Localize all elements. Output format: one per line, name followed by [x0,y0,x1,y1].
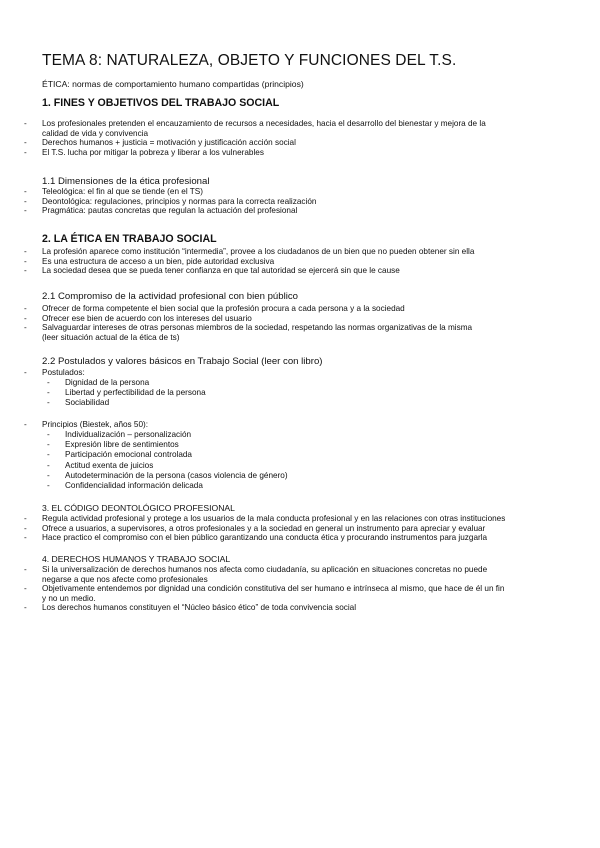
principios-label: - Principios (Biestek, años 50): [24,420,148,430]
list-item-continuation: negarse a que nos afecte como profesionales [42,574,208,584]
list-item: - Sociabilidad [47,398,206,408]
list-item: - Salvaguardar intereses de otras personas miembros de la sociedad, respetando las normas organizativas de la misma [24,323,472,333]
list-item-continuation: calidad de vida y convivencia [42,128,149,138]
list-item: - Libertad y perfectibilidad de la persona [47,388,206,398]
list-item-continuation: y no un medio. [42,593,96,603]
section-3-heading: 3. EL CÓDIGO DEONTOLÓGICO PROFESIONAL [42,503,235,513]
list-item: - Ofrecer ese bien de acuerdo con los intereses del usuario [24,314,472,324]
principios-list [24,420,148,430]
list-item: - Actitud exenta de juicios [47,461,288,471]
list-item: - Individualización – personalización [47,430,288,440]
list-item: - Derechos humanos + justicia = motivación y justificación acción social [24,138,486,148]
document-title: TEMA 8: NATURALEZA, OBJETO Y FUNCIONES DEL T.S. [42,52,457,69]
list-item: - Regula actividad profesional y protege a los usuarios de la mala conducta profesional y en las relaciones con otras instituciones [24,514,505,524]
postulados-sublist [47,378,206,409]
list-item: - Autodeterminación de la persona (casos violencia de género) [47,471,288,481]
section-4-heading: 4. DERECHOS HUMANOS Y TRABAJO SOCIAL [42,554,231,564]
list-item: - Los derechos humanos constituyen el “Núcleo básico ético” de toda convivencia social [24,603,504,613]
list-item: - Es una estructura de acceso a un bien, pide autoridad exclusiva [24,257,474,267]
list-item: - Deontológica: regulaciones, principios y normas para la correcta realización [24,197,316,207]
section-2-list [24,247,474,276]
postulados-label: - Postulados: [24,368,85,378]
section-2-2-heading: 2.2 Postulados y valores básicos en Trabajo Social (leer con libro) [42,356,323,367]
list-item: - Los profesionales pretenden el encauzamiento de recursos a necesidades, hacia el desarrollo del bienestar y mejora de la [24,119,486,129]
section-1-1-heading: 1.1 Dimensiones de la ética profesional [42,176,210,187]
list-item: - Si la universalización de derechos humanos nos afecta como ciudadanía, su aplicación en situaciones concretas no puede [24,565,504,575]
list-item: - La profesión aparece como institución “intermedia”, provee a los ciudadanos de un bien que no pueden obtener sin ella [24,247,474,257]
list-item: - Dignidad de la persona [47,378,206,388]
list-item: - Participación emocional controlada [47,450,288,460]
list-item: - La sociedad desea que se pueda tener confianza en que tal autoridad se ejercerá sin que le cause [24,266,474,276]
list-item: - Objetivamente entendemos por dignidad una condición constitutiva del ser humano e intrínseca al mismo, que hace de él un fin [24,584,504,594]
list-item: - Confidencialidad información delicada [47,481,288,491]
section-4-list [24,565,504,613]
section-1-list [24,119,486,157]
section-3-list [24,514,505,543]
list-item: - Ofrece a usuarios, a supervisores, a otros profesionales y a la sociedad en general un instrumento para apreciar y evaluar [24,524,505,534]
list-item: - El T.S. lucha por mitigar la pobreza y liberar a los vulnerables [24,148,486,158]
list-item: - Expresión libre de sentimientos [47,440,288,450]
section-1-1-list [24,187,316,216]
postulados-list [24,368,85,378]
list-item: - Ofrecer de forma competente el bien social que la profesión procura a cada persona y a la sociedad [24,304,472,314]
list-item-continuation: (leer situación actual de la ética de ts) [42,332,180,342]
section-2-heading: 2. LA ÉTICA EN TRABAJO SOCIAL [42,233,217,245]
section-2-1-heading: 2.1 Compromiso de la actividad profesional con bien público [42,291,298,302]
list-item: - Hace practico el compromiso con el bien público garantizando una conducta ética y procurando instrumentos para juzgarla [24,533,505,543]
etica-definition: ÉTICA: normas de comportamiento humano compartidas (principios) [42,79,304,89]
section-2-1-list [24,304,472,342]
principios-sublist [47,430,288,491]
section-1-heading: 1. FINES Y OBJETIVOS DEL TRABAJO SOCIAL [42,97,280,109]
list-item: - Teleológica: el fin al que se tiende (en el TS) [24,187,316,197]
list-item: - Pragmática: pautas concretas que regulan la actuación del profesional [24,206,316,216]
